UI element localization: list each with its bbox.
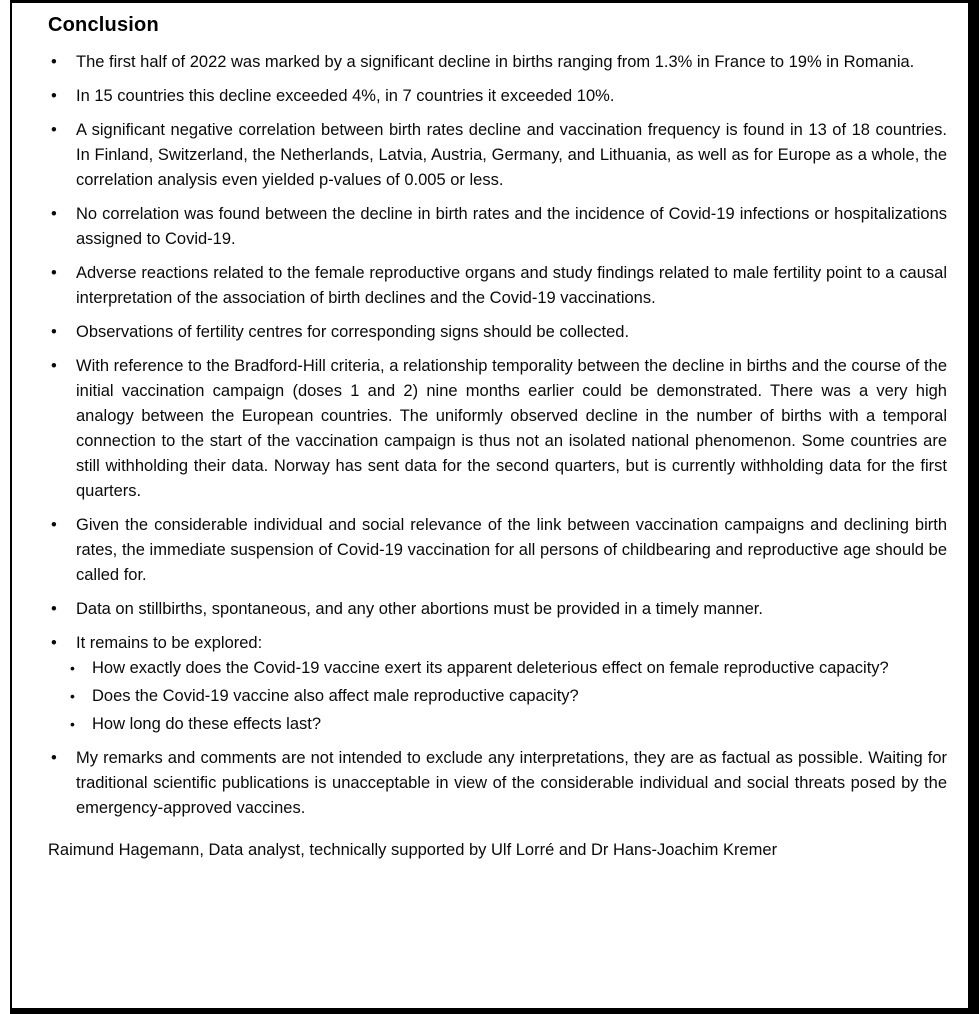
list-item: • No correlation was found between the decline in birth rates and the incidence of Covid-19 infections or hospitalizations assigned to Covid-19. — [48, 202, 947, 252]
signature-line: Raimund Hagemann, Data analyst, technically supported by Ulf Lorré and Dr Hans-Joachim Kremer — [48, 841, 778, 859]
section-heading: Conclusion — [48, 14, 159, 36]
sub-list-item: • How exactly does the Covid-19 vaccine exert its apparent deleterious effect on female reproductive capacity? — [69, 656, 947, 681]
list-item: • Adverse reactions related to the female reproductive organs and study findings related to male fertility point to a causal interpretation of the association of birth declines and the Covid-19 vaccinations. — [48, 261, 947, 311]
list-item: • In 15 countries this decline exceeded 4%, in 7 countries it exceeded 10%. — [48, 84, 947, 109]
list-item: • Data on stillbirths, spontaneous, and any other abortions must be provided in a timely manner. — [48, 597, 947, 622]
sub-list — [69, 656, 947, 737]
list-item: • Given the considerable individual and social relevance of the link between vaccination campaigns and declining birth rates, the immediate suspension of Covid-19 vaccination for all persons of childbearing and reproductive age should be called for. — [48, 513, 947, 588]
list-item: • With reference to the Bradford-Hill criteria, a relationship temporality between the decline in births and the course of the initial vaccination campaign (doses 1 and 2) nine months earlier could be demonstrated. There was a very high analogy between the European countries. The uniformly observed decline in the number of births with a temporal connection to the start of the vaccination campaign is thus not an isolated national phenomenon. Some countries are still withholding their data. Norway has sent data for the second quarters, but is currently withholding data for the first quarters. — [48, 354, 947, 504]
sub-list-item: • How long do these effects last? — [69, 712, 947, 737]
list-item: • My remarks and comments are not intended to exclude any interpretations, they are as factual as possible. Waiting for traditional scientific publications is unacceptable in view of the considerable individual and social threats posed by the emergency-approved vaccines. — [48, 746, 947, 821]
list-item: • Observations of fertility centres for corresponding signs should be collected. — [48, 320, 947, 345]
list-item — [48, 631, 947, 737]
list-item: • The first half of 2022 was marked by a significant decline in births ranging from 1.3% in France to 19% in Romania. — [48, 50, 947, 75]
conclusion-list — [48, 50, 947, 821]
list-item: • A significant negative correlation between birth rates decline and vaccination frequency is found in 13 of 18 countries. In Finland, Switzerland, the Netherlands, Latvia, Austria, Germany, and Lithuania, as well as for Europe as a whole, the correlation analysis even yielded p-values of 0.005 or less. — [48, 118, 947, 193]
list-item-text: It remains to be explored: — [76, 634, 263, 652]
sub-list-item: • Does the Covid-19 vaccine also affect male reproductive capacity? — [69, 684, 947, 709]
document-page — [10, 0, 979, 1014]
